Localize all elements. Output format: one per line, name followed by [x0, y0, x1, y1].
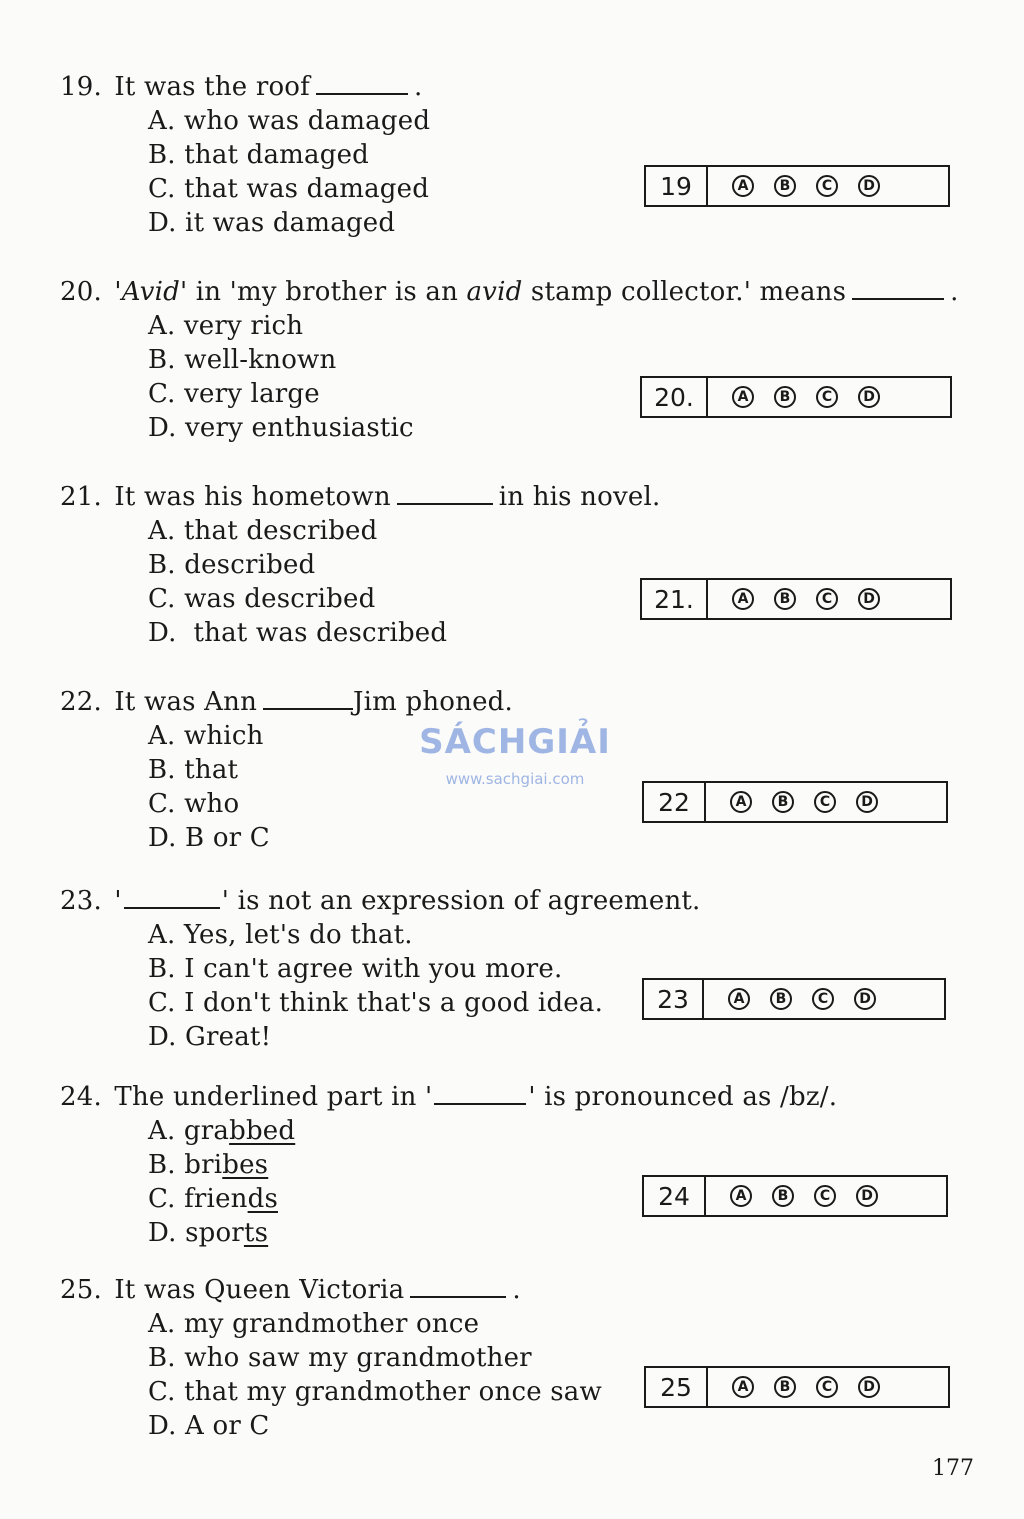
- stem-text: in 'my brother is an: [187, 277, 467, 307]
- answer-box-21: [640, 578, 952, 620]
- answer-box-20: [640, 376, 952, 418]
- stem-keyword-inline: avid: [466, 277, 523, 307]
- bubble-a[interactable]: A: [732, 175, 754, 197]
- watermark-url: www.sachgiai.com: [445, 770, 585, 788]
- answer-blank: [397, 481, 493, 505]
- underlined-part: bes: [222, 1150, 269, 1180]
- bubble-d[interactable]: D: [856, 1185, 878, 1207]
- question-20: [60, 275, 980, 445]
- bubble-d[interactable]: D: [856, 791, 878, 813]
- answer-box-23: [642, 978, 946, 1020]
- stem-end: .: [950, 277, 959, 307]
- answer-box-number: 25: [646, 1368, 708, 1406]
- stem-text: The underlined part in ': [114, 1082, 433, 1112]
- option-b: B. who saw my grandmother: [148, 1343, 532, 1373]
- option-d: D. very enthusiastic: [148, 413, 414, 443]
- page-number: 177: [932, 1456, 974, 1481]
- bubble-d[interactable]: D: [854, 988, 876, 1010]
- question-number: 19.: [60, 72, 102, 102]
- bubble-c[interactable]: C: [814, 1185, 836, 1207]
- stem-end: ' is not an expression of agreement.: [221, 886, 701, 916]
- option-d: D. B or C: [148, 823, 270, 853]
- answer-box-number: 19: [646, 167, 708, 205]
- bubble-b[interactable]: B: [774, 175, 796, 197]
- watermark: [410, 722, 620, 788]
- question-stem: [60, 1273, 980, 1307]
- question-stem: [60, 275, 980, 309]
- answer-box-number: 21.: [642, 580, 708, 618]
- stem-text: It was Queen Victoria: [114, 1275, 405, 1305]
- question-number: 24.: [60, 1082, 102, 1112]
- stem-end: Jim phoned.: [353, 687, 513, 717]
- stem-open-quote: ': [114, 886, 122, 916]
- underlined-part: ts: [243, 1218, 269, 1248]
- answer-box-number: 23: [644, 980, 704, 1018]
- option-d: [148, 1216, 980, 1250]
- question-21: [60, 480, 980, 650]
- answer-box-19: [644, 165, 950, 207]
- option-word-start: bri: [184, 1150, 223, 1180]
- answer-bubbles: [708, 175, 880, 197]
- option-a: A. which: [148, 721, 264, 751]
- stem-end: .: [413, 72, 423, 102]
- answer-blank: [852, 276, 944, 300]
- answer-box-25: [644, 1366, 950, 1408]
- stem-end: in his novel.: [498, 482, 661, 512]
- option-word-start: frien: [184, 1184, 248, 1214]
- bubble-c[interactable]: C: [816, 588, 838, 610]
- option-a: A. that described: [148, 516, 378, 546]
- bubble-b[interactable]: B: [774, 588, 796, 610]
- option-a: A. who was damaged: [148, 106, 431, 136]
- bubble-a[interactable]: A: [732, 386, 754, 408]
- bubble-a[interactable]: A: [730, 1185, 752, 1207]
- bubble-c[interactable]: C: [816, 175, 838, 197]
- stem-text: It was Ann: [114, 687, 258, 717]
- bubble-b[interactable]: B: [774, 386, 796, 408]
- option-c: C. that my grandmother once saw: [148, 1377, 602, 1407]
- bubble-d[interactable]: D: [858, 588, 880, 610]
- option-d: D. Great!: [148, 1022, 272, 1052]
- option-word-start: spor: [185, 1218, 244, 1248]
- underlined-part: bbed: [229, 1116, 296, 1146]
- answer-box-number: 22: [644, 783, 706, 821]
- bubble-b[interactable]: B: [772, 1185, 794, 1207]
- option-c: C. that was damaged: [148, 174, 430, 204]
- answer-box-number: 24: [644, 1177, 706, 1215]
- answer-bubbles: [706, 1185, 878, 1207]
- question-number: 21.: [60, 482, 102, 512]
- answer-bubbles: [708, 1376, 880, 1398]
- option-letter: A.: [148, 1116, 176, 1146]
- bubble-b[interactable]: B: [770, 988, 792, 1010]
- answer-box-number: 20.: [642, 378, 708, 416]
- option-b: B. well-known: [148, 345, 337, 375]
- answer-bubbles: [704, 988, 876, 1010]
- bubble-c[interactable]: C: [816, 1376, 838, 1398]
- stem-text: It was his hometown: [114, 482, 391, 512]
- answer-bubbles: [708, 386, 880, 408]
- option-a: A. very rich: [148, 311, 304, 341]
- bubble-b[interactable]: B: [774, 1376, 796, 1398]
- bubble-a[interactable]: A: [730, 791, 752, 813]
- stem-end: ' is pronounced as /bz/.: [528, 1082, 838, 1112]
- question-stem: [60, 884, 980, 918]
- answer-bubbles: [708, 588, 880, 610]
- bubble-c[interactable]: C: [816, 386, 838, 408]
- option-letter: C.: [148, 1184, 176, 1214]
- option-c: C. was described: [148, 584, 376, 614]
- underlined-part: ds: [247, 1184, 278, 1214]
- answer-blank: [410, 1274, 506, 1298]
- question-number: 22.: [60, 687, 102, 717]
- question-number: 23.: [60, 886, 102, 916]
- watermark-logo-text: SÁCHGIẢI: [419, 722, 611, 762]
- bubble-d[interactable]: D: [858, 1376, 880, 1398]
- answer-blank: [263, 686, 353, 710]
- answer-bubbles: [706, 791, 878, 813]
- stem-text: It was the roof: [114, 72, 310, 102]
- option-letter: B.: [148, 1150, 176, 1180]
- option-a: A. Yes, let's do that.: [148, 920, 413, 950]
- option-d: D. that was described: [148, 618, 448, 648]
- bubble-a[interactable]: A: [732, 588, 754, 610]
- bubble-b[interactable]: B: [772, 791, 794, 813]
- option-d: D. A or C: [148, 1411, 270, 1441]
- bubble-c[interactable]: C: [812, 988, 834, 1010]
- option-word-start: gra: [183, 1116, 230, 1146]
- stem-keyword: 'Avid': [114, 277, 188, 307]
- answer-blank: [124, 885, 220, 909]
- option-b: B. I can't agree with you more.: [148, 954, 563, 984]
- option-c: C. very large: [148, 379, 320, 409]
- option-d: D. it was damaged: [148, 208, 396, 238]
- bubble-a[interactable]: A: [728, 988, 750, 1010]
- question-number: 25.: [60, 1275, 102, 1305]
- bubble-d[interactable]: D: [858, 175, 880, 197]
- answer-box-22: [642, 781, 948, 823]
- option-c: C. who: [148, 789, 240, 819]
- question-stem: [60, 70, 980, 104]
- question-24: [60, 1080, 980, 1250]
- option-a: [148, 1114, 980, 1148]
- question-stem: [60, 480, 980, 514]
- option-letter: D.: [148, 1218, 177, 1248]
- option-c: C. I don't think that's a good idea.: [148, 988, 604, 1018]
- question-stem: [60, 1080, 980, 1114]
- answer-blank: [434, 1081, 526, 1105]
- option-b: B. described: [148, 550, 316, 580]
- answer-blank: [316, 71, 408, 95]
- option-b: B. that damaged: [148, 140, 370, 170]
- question-number: 20.: [60, 277, 102, 307]
- option-b: B. that: [148, 755, 239, 785]
- bubble-c[interactable]: C: [814, 791, 836, 813]
- stem-end: .: [512, 1275, 521, 1305]
- question-19: [60, 70, 980, 240]
- stem-text-2: stamp collector.' means: [522, 277, 847, 307]
- bubble-a[interactable]: A: [732, 1376, 754, 1398]
- question-stem: [60, 685, 980, 719]
- bubble-d[interactable]: D: [858, 386, 880, 408]
- question-25: [60, 1273, 980, 1443]
- option-a: A. my grandmother once: [148, 1309, 480, 1339]
- question-23: [60, 884, 980, 1054]
- answer-box-24: [642, 1175, 948, 1217]
